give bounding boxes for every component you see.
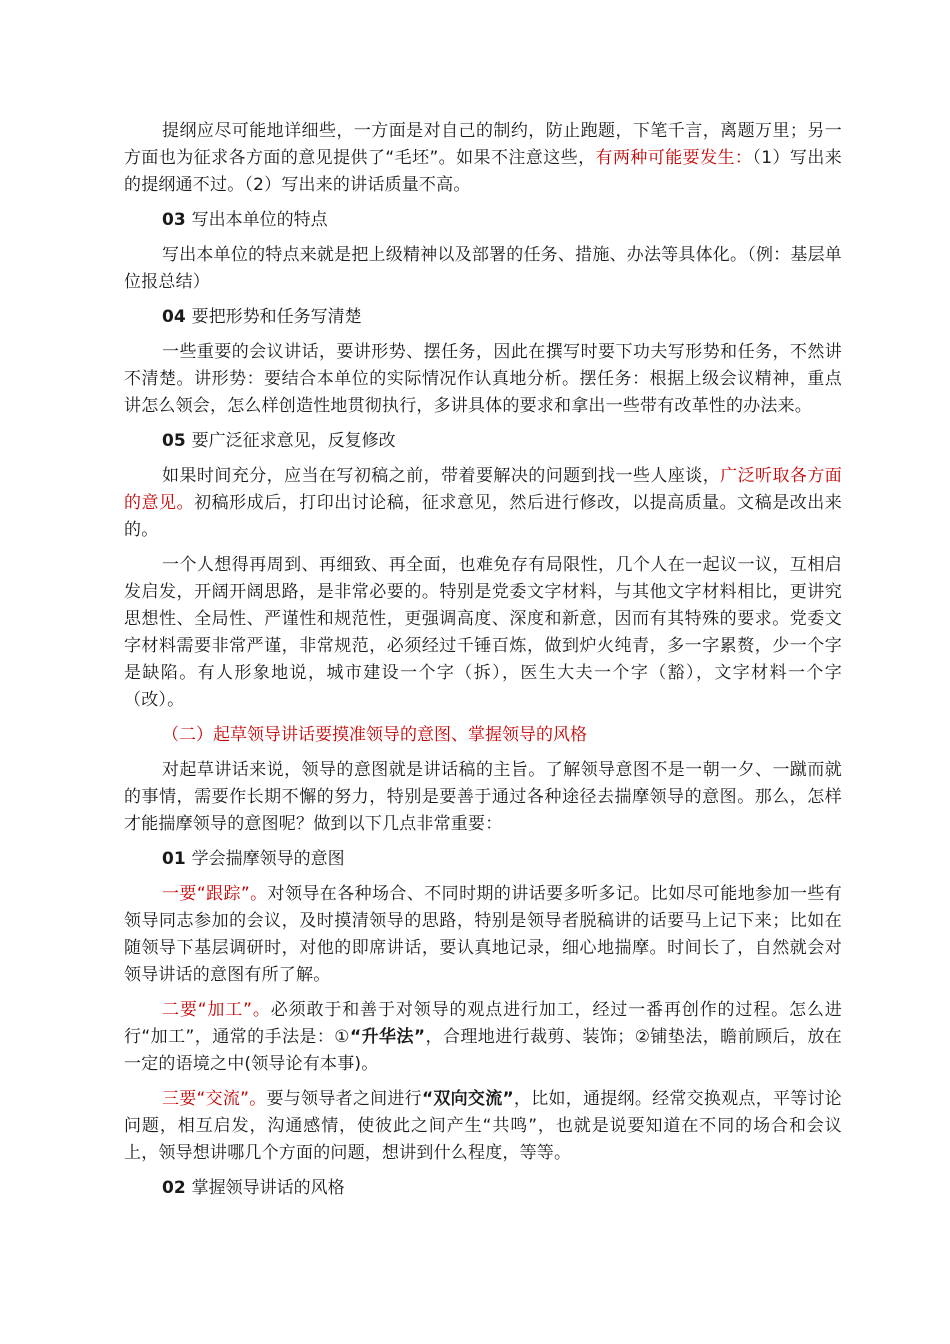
- heading-title: 学会揣摩领导的意图: [191, 849, 345, 869]
- highlight-text: 一要“跟踪”。: [162, 884, 268, 904]
- paragraph-text: 对领导在各种场合、不同时期的讲话要多听多记。比如尽可能地参加一些有领导同志参加的会议，及时摸清领导的思路，特别是领导者脱稿讲的话要马上记下来；比如在随领导下基层调研时，对他的即席讲话，要认真地记录，细心地揣摩。时间长了，自然就会对领导讲话的意图有所了解。: [124, 884, 843, 985]
- highlight-text: 有两种可能要发生：: [595, 148, 753, 168]
- paragraph-solicit-opinions: [124, 463, 842, 544]
- heading-title: 要把形势和任务写清楚: [191, 307, 362, 327]
- paragraph-situation-tasks: 一些重要的会议讲话，要讲形势、摆任务，因此在撰写时要下功夫写形势和任务，不然讲不清楚。讲形势：要结合本单位的实际情况作认真地分析。摆任务：根据上级会议精神，重点讲怎么领会，怎么样创造性地贯彻执行，多讲具体的要求和拿出一些带有改革性的办法来。: [124, 342, 842, 416]
- paragraph-text: （1）写出来的提纲通不过。（2）写出来的讲话质量不高。: [124, 148, 842, 195]
- heading-title: 要广泛征求意见，反复修改: [191, 431, 396, 451]
- paragraph-text: 要与领导者之间进行: [266, 1089, 422, 1109]
- heading-title: 写出本单位的特点: [191, 210, 328, 230]
- document-page: [124, 118, 842, 1210]
- heading-03: [124, 207, 842, 234]
- heading-number: 02: [162, 1178, 186, 1198]
- paragraph-text: 如果时间充分，应当在写初稿之前，带着要解决的问题到找一些人座谈，: [162, 466, 721, 486]
- highlight-text: 三要“交流”。: [162, 1089, 267, 1109]
- heading-04: [124, 304, 842, 331]
- heading-number: 01: [162, 849, 186, 869]
- highlight-text: 二要“加工”。: [162, 1000, 271, 1020]
- section-heading-2: （二）起草领导讲话要摸准领导的意图、掌握领导的风格: [162, 725, 587, 745]
- paragraph-tracking: [124, 881, 842, 989]
- paragraph-text: ，合理地进行裁剪、装饰；②铺垫法，瞻前顾后，放在一定的语境之中(领导论有本事)。: [124, 1027, 842, 1074]
- paragraph-processing: [124, 997, 842, 1078]
- highlight-text: 广泛听取各方面的意见。: [124, 466, 842, 513]
- heading-number: 05: [162, 431, 186, 451]
- paragraph-discussion: 一个人想得再周到、再细致、再全面，也难免存有局限性，几个人在一起议一议，互相启发启发，开阔开阔思路，是非常必要的。特别是党委文字材料，与其他文字材料相比，更讲究思想性、全局性、严谨性和规范性，更强调高度、深度和新意，因而有其特殊的要求。党委文字材料需要非常严谨，非常规范，必须经过千锤百炼，做到炉火纯青，多一字累赘，少一个字是缺陷。有人形象地说，城市建设一个字（拆），医生大夫一个字（豁），文字材料一个字（改）。: [124, 555, 842, 710]
- heading-number: 03: [162, 210, 186, 230]
- heading-title: 掌握领导讲话的风格: [191, 1178, 345, 1198]
- bold-text: “双向交流”: [421, 1089, 514, 1109]
- paragraph-text: 初稿形成后，打印出讨论稿，征求意见，然后进行修改，以提高质量。文稿是改出来的。: [124, 493, 842, 540]
- paragraph-unit-features: 写出本单位的特点来就是把上级精神以及部署的任务、措施、办法等具体化。（例：基层单位报总结）: [124, 245, 842, 292]
- heading-01: [124, 846, 842, 873]
- paragraph-text: 提纲应尽可能地详细些，一方面是对自己的制约，防止跑题，下笔千言，离题万里；另一方面也为征求各方面的意见提供了“毛坯”。如果不注意这些，: [124, 121, 842, 168]
- heading-number: 04: [162, 307, 186, 327]
- bold-text: “升华法”: [349, 1027, 426, 1047]
- paragraph-leader-intent: 对起草讲话来说，领导的意图就是讲话稿的主旨。了解领导意图不是一朝一夕、一蹴而就的事情，需要作长期不懈的努力，特别是要善于通过各种途径去揣摩领导的意图。那么，怎样才能揣摩领导的意图呢？做到以下几点非常重要：: [124, 760, 842, 834]
- paragraph-text: 必须敢于和善于对领导的观点进行加工，经过一番再创作的过程。怎么进行“加工”，通常的手法是：①: [124, 1000, 842, 1047]
- paragraph-communication: [124, 1086, 842, 1167]
- heading-02: [124, 1175, 842, 1202]
- paragraph-text: ，比如，通提纲。经常交换观点，平等讨论问题，相互启发，沟通感情，使彼此之间产生“共鸣”，也就是说要知道在不同的场合和会议上，领导想讲哪几个方面的问题，想讲到什么程度，等等。: [124, 1089, 842, 1163]
- paragraph-outline: [124, 118, 842, 199]
- heading-05: [124, 428, 842, 455]
